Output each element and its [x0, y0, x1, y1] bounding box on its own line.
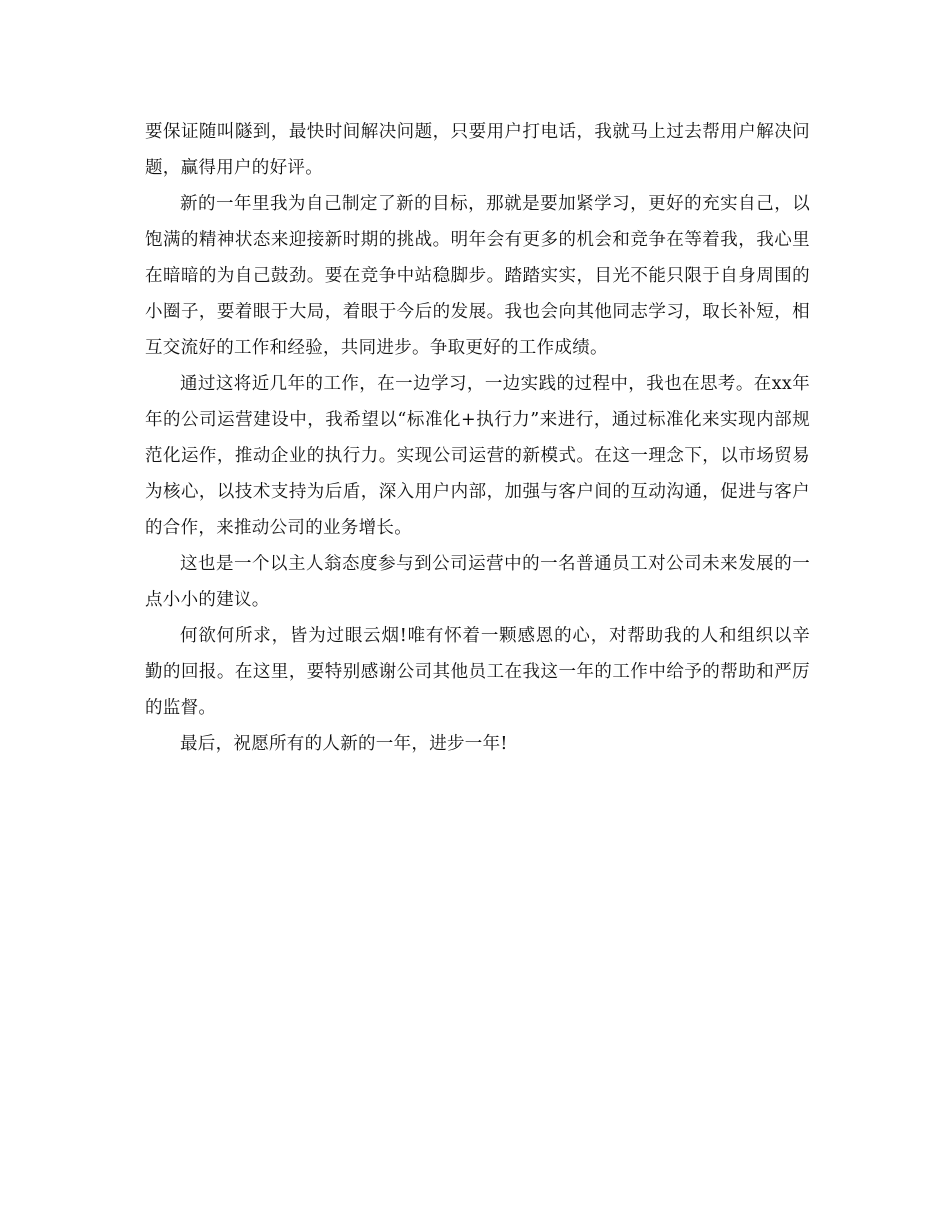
document-body — [145, 114, 810, 762]
paragraph-new-goals: 新的一年里我为自己制定了新的目标，那就是要加紧学习，更好的充实自己，以饱满的精神状态来迎接新时期的挑战。明年会有更多的机会和竞争在等着我，我心里在暗暗的为自己鼓劲。要在竞争中站稳脚步。踏踏实实，目光不能只限于自身周围的小圈子，要着眼于大局，着眼于今后的发展。我也会向其他同志学习，取长补短，相互交流好的工作和经验，共同进步。争取更好的工作成绩。 — [145, 194, 810, 358]
paragraph-reflection: 通过这将近几年的工作，在一边学习，一边实践的过程中，我也在思考。在xx年年的公司运营建设中，我希望以“标准化+执行力”来进行，通过标准化来实现内部规范化运作，推动企业的执行力。实现公司运营的新模式。在这一理念下，以市场贸易为核心，以技术支持为后盾，深入用户内部，加强与客户间的互动沟通，促进与客户的合作，来推动公司的业务增长。 — [145, 374, 810, 538]
paragraph-continuation: 要保证随叫隧到，最快时间解决问题，只要用户打电话，我就马上过去帮用户解决问题，赢得用户的好评。 — [145, 122, 810, 178]
paragraph-closing: 最后，祝愿所有的人新的一年，进步一年! — [180, 734, 508, 754]
paragraph-gratitude: 何欲何所求，皆为过眼云烟!唯有怀着一颗感恩的心，对帮助我的人和组织以辛勤的回报。在这里，要特别感谢公司其他员工在我这一年的工作中给予的帮助和严厉的监督。 — [145, 626, 810, 718]
paragraph-suggestion: 这也是一个以主人翁态度参与到公司运营中的一名普通员工对公司未来发展的一点小小的建议。 — [145, 554, 810, 610]
